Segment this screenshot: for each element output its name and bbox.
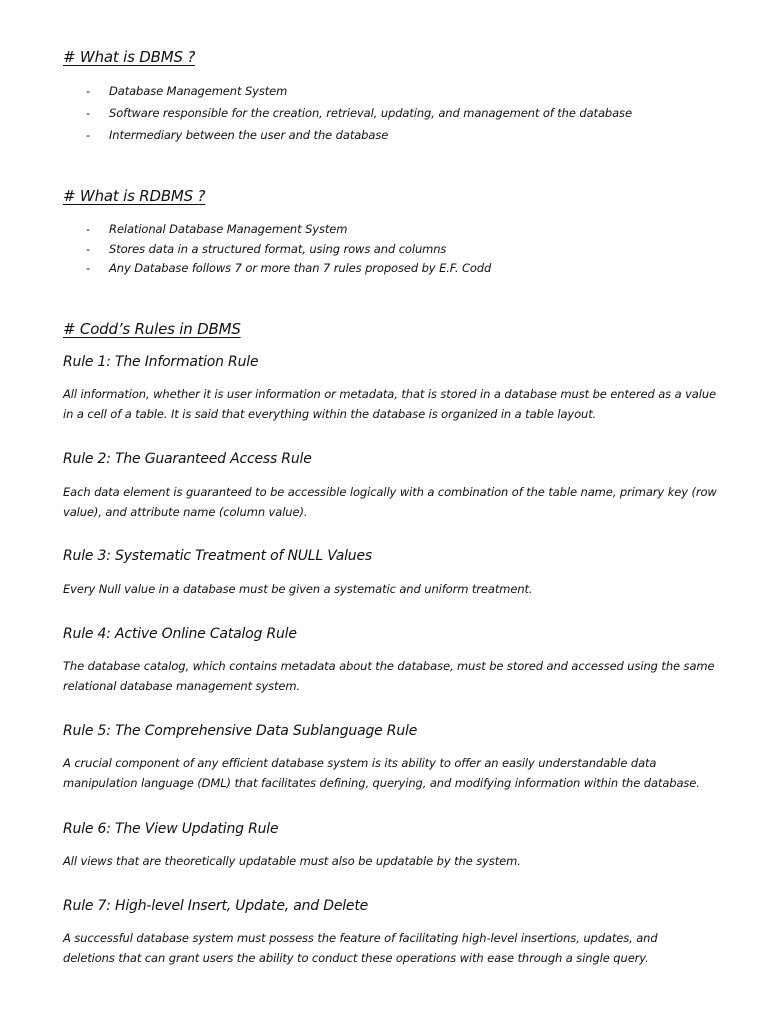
list-item [0, 84, 768, 106]
list-item [0, 128, 768, 150]
list-item-text: Stores data in a structured format, using rows and columns [109, 241, 447, 256]
list-item [0, 242, 768, 262]
bullet-dash: - [86, 84, 91, 98]
rule-title: Rule 4: Active Online Catalog Rule [63, 626, 297, 642]
rule-title: Rule 2: The Guaranteed Access Rule [63, 451, 312, 467]
rule-body: All views that are theoretically updatable must also be updatable by the system. [63, 854, 521, 868]
rule-body: Every Null value in a database must be given a systematic and uniform treatment. [63, 582, 533, 596]
rule-title: Rule 6: The View Updating Rule [63, 821, 279, 837]
list-item [0, 222, 768, 242]
dbms-heading: # What is DBMS ? [63, 48, 196, 66]
rdbms-heading: # What is RDBMS ? [63, 187, 206, 205]
list-item-text: Software responsible for the creation, retrieval, updating, and management of the database [109, 106, 632, 120]
dbms-list [0, 84, 768, 150]
rule-title: Rule 3: Systematic Treatment of NULL Values [63, 548, 372, 564]
rule-body: All information, whether it is user information or metadata, that is stored in a database must be entered as a value in a cell of a table. It is said that everything within the database is organized in a table layout. [63, 387, 717, 421]
bullet-dash: - [86, 241, 91, 256]
list-item-text: Intermediary between the user and the database [109, 128, 389, 142]
list-item-text: Relational Database Management System [109, 222, 348, 236]
rule-title: Rule 1: The Information Rule [63, 354, 259, 370]
bullet-dash: - [86, 128, 91, 142]
rule-title: Rule 7: High-level Insert, Update, and Delete [63, 898, 369, 914]
list-item [0, 106, 768, 128]
codd-heading: # Codd’s Rules in DBMS [63, 320, 241, 338]
bullet-dash: - [86, 261, 91, 275]
rule-title: Rule 5: The Comprehensive Data Sublanguage Rule [63, 723, 418, 739]
rule-body: Each data element is guaranteed to be accessible logically with a combination of the table name, primary key (row value), and attribute name (column value). [63, 485, 717, 519]
list-item-text: Any Database follows 7 or more than 7 rules proposed by E.F. Codd [109, 261, 492, 275]
rule-body: A crucial component of any efficient database system is its ability to offer an easily understandable data manipulation language (DML) that facilitates defining, querying, and modifying information within the database. [63, 756, 700, 790]
rule-body: The database catalog, which contains metadata about the database, must be stored and accessed using the same relational database management system. [63, 659, 715, 693]
list-item [0, 261, 768, 281]
list-item-text: Database Management System [109, 84, 288, 98]
bullet-dash: - [86, 222, 91, 236]
rdbms-list [0, 222, 768, 281]
bullet-dash: - [86, 106, 91, 120]
rule-body: A successful database system must possess the feature of facilitating high-level insertions, updates, and deletions that can grant users the ability to conduct these operations with ease through a single query. [63, 931, 658, 965]
